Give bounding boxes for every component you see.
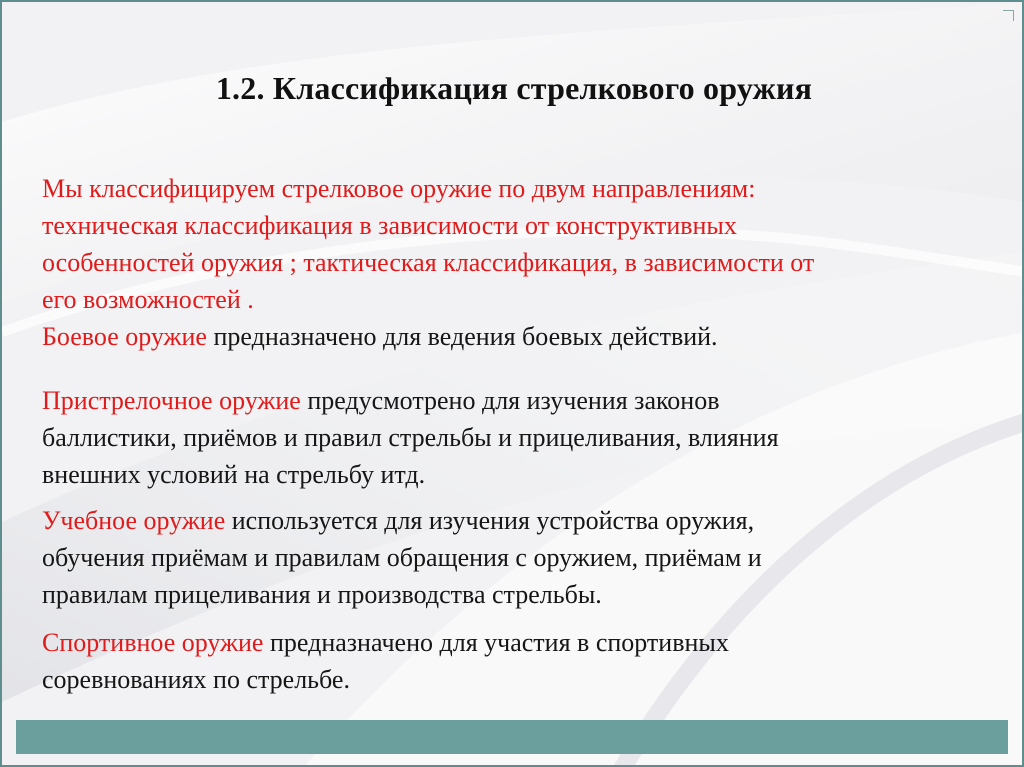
sport-weapon-text-2: соревнованиях по стрельбе.: [42, 665, 350, 694]
intro-line-2: техническая классификация в зависимости от конструктивных: [42, 211, 737, 240]
sport-weapon-term: Спортивное оружие: [42, 628, 264, 657]
training-weapon-text-3: правилам прицеливания и производства стрельбы.: [42, 580, 602, 609]
training-weapon-paragraph: [42, 502, 992, 613]
training-weapon-text-2: обучения приёмам и правилам обращения с оружием, приёмам и: [42, 543, 762, 572]
zeroing-weapon-term: Пристрелочное оружие: [42, 386, 301, 415]
bottom-bar: [16, 720, 1008, 754]
training-weapon-term: Учебное оружие: [42, 506, 226, 535]
intro-line-4: его возможностей .: [42, 285, 254, 314]
zeroing-weapon-text-1: предусмотрено для изучения законов: [300, 386, 720, 415]
combat-weapon-text: предназначено для ведения боевых действий.: [206, 322, 718, 351]
combat-weapon-paragraph: [42, 318, 992, 355]
training-weapon-text-1: используется для изучения устройства оружия,: [225, 506, 755, 535]
sport-weapon-paragraph: [42, 624, 992, 698]
zeroing-weapon-paragraph: [42, 382, 992, 493]
intro-line-3: особенностей оружия ; тактическая классификация, в зависимости от: [42, 248, 815, 277]
zeroing-weapon-text-3: внешних условий на стрельбу итд.: [42, 460, 426, 489]
sport-weapon-text-1: предназначено для участия в спортивных: [263, 628, 729, 657]
intro-line-1: Мы классифицируем стрелковое оружие по двум направлениям:: [42, 174, 756, 203]
page-title: 1.2. Классификация стрелкового оружия: [215, 70, 813, 106]
corner-mark: [1003, 10, 1014, 21]
intro-paragraph: [42, 170, 992, 318]
combat-weapon-term: Боевое оружие: [42, 322, 207, 351]
zeroing-weapon-text-2: баллистики, приёмов и правил стрельбы и прицеливания, влияния: [42, 423, 779, 452]
